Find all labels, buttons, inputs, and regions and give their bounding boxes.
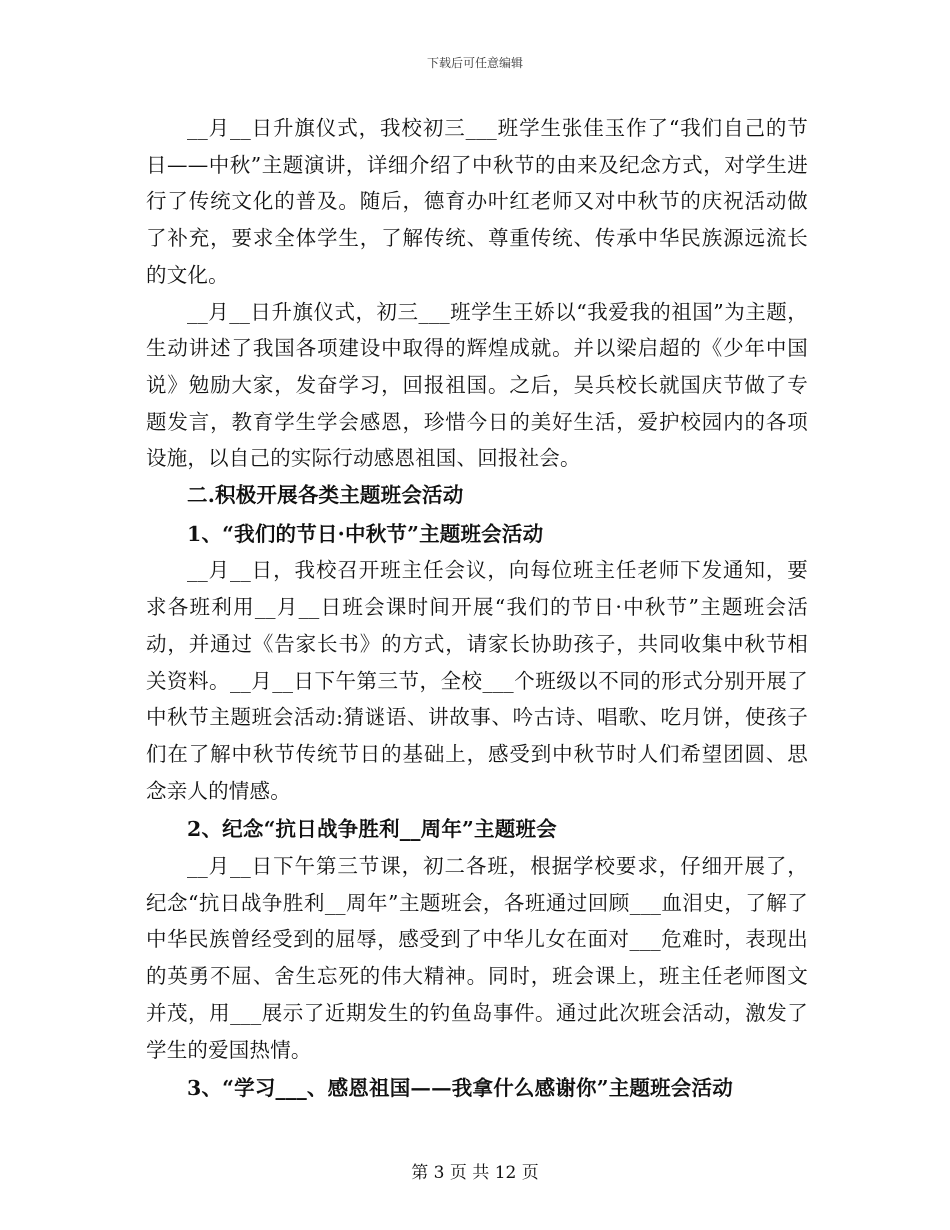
section-heading-class-meetings: 二.积极开展各类主题班会活动: [187, 483, 464, 508]
page-number: 第 3 页 共 12 页: [411, 1163, 539, 1183]
subheading-gratitude-meeting: 3、“学习___、感恩祖国——我拿什么感谢你”主题班会活动: [187, 1076, 733, 1101]
header-note: 下载后可任意编辑: [426, 56, 523, 70]
document-body: [146, 110, 808, 1107]
paragraph-national-day-speech: __月__日升旗仪式，初三___班学生王娇以“我爱我的祖国”为主题，生动讲述了我国各项建设中取得的辉煌成就。并以梁启超的《少年中国说》勉励大家，发奋学习，回报祖国。之后，吴兵校长就国庆节做了专题发言，教育学生学会感恩，珍惜今日的美好生活，爱护校园内的各项设施，以自己的实际行动感恩祖国、回报社会。: [146, 299, 808, 471]
paragraph-mid-autumn-meeting: __月__日，我校召开班主任会议，向每位班主任老师下发通知，要求各班利用__月__日班会课时间开展“我们的节日·中秋节”主题班会活动，并通过《告家长书》的方式，请家长协助孩子，共同收集中秋节相关资料。__月__日下午第三节，全校___个班级以不同的形式分别开展了中秋节主题班会活动:猜谜语、讲故事、吟古诗、唱歌、吃月饼，使孩子们在了解中秋节传统节日的基础上，感受到中秋节时人们希望团圆、思念亲人的情感。: [146, 558, 808, 803]
subheading-anniversary-meeting: 2、纪念“抗日战争胜利__周年”主题班会: [187, 817, 557, 842]
paragraph-mid-autumn-speech: __月__日升旗仪式，我校初三___班学生张佳玉作了“我们自己的节日——中秋”主题演讲，详细介绍了中秋节的由来及纪念方式，对学生进行了传统文化的普及。随后，德育办叶红老师又对中秋节的庆祝活动做了补充，要求全体学生，了解传统、尊重传统、传承中华民族源远流长的文化。: [146, 116, 808, 287]
paragraph-anniversary-meeting: __月__日下午第三节课，初二各班，根据学校要求，仔细开展了，纪念“抗日战争胜利__周年”主题班会，各班通过回顾___血泪史，了解了中华民族曾经受到的屈辱，感受到了中华儿女在面对___危难时，表现出的英勇不屈、舍生忘死的伟大精神。同时，班会课上，班主任老师图文并茂，用___展示了近期发生的钓鱼岛事件。通过此次班会活动，激发了学生的爱国热情。: [146, 854, 808, 1062]
subheading-mid-autumn-meeting: 1、“我们的节日·中秋节”主题班会活动: [187, 521, 544, 546]
